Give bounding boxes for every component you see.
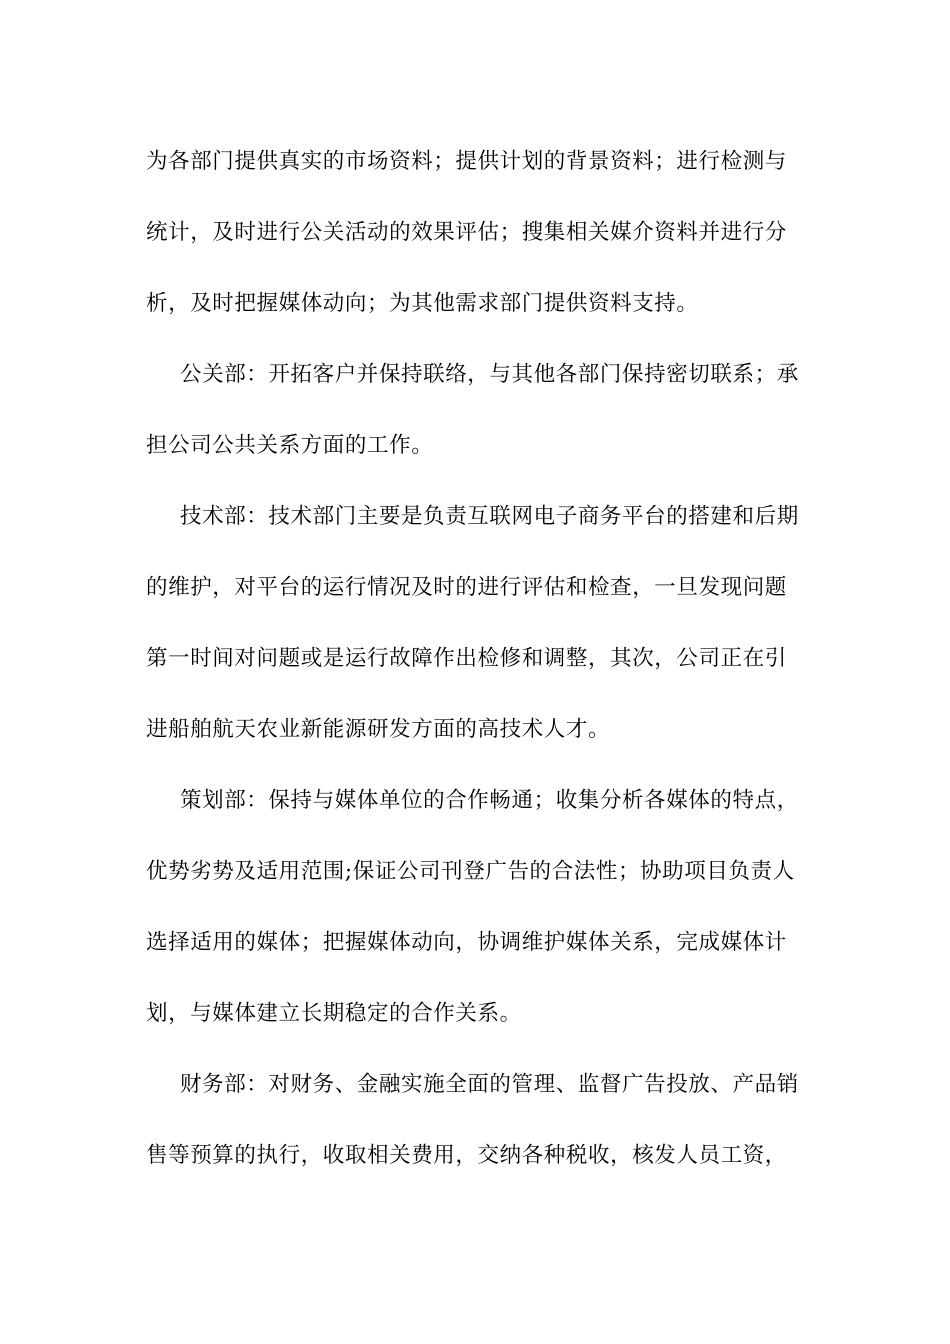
text-line: 策划部：保持与媒体单位的合作畅通；收集分析各媒体的特点， [180,788,799,813]
text-line: 的维护，对平台的运行情况及时的进行评估和检查，一旦发现问题 [146,575,787,600]
text-line: 优势劣势及适用范围;保证公司刊登广告的合法性；协助项目负责人 [146,859,795,884]
text-line: 售等预算的执行，收取相关费用，交纳各种税收，核发人员工资， [146,1143,787,1168]
text-line: 担公司公共关系方面的工作。 [146,433,434,458]
text-line: 财务部：对财务、金融实施全面的管理、监督广告投放、产品销 [180,1072,799,1097]
document-body [146,126,806,1191]
paragraph-pr-department [146,339,806,481]
text-line: 为各部门提供真实的市场资料；提供计划的背景资料；进行检测与 [146,149,787,174]
text-line: 统计，及时进行公关活动的效果评估；搜集相关媒介资料并进行分 [146,220,787,245]
paragraph-tech-department [146,481,806,765]
text-line: 划，与媒体建立长期稳定的合作关系。 [146,1001,522,1026]
text-line: 第一时间对问题或是运行故障作出检修和调整，其次，公司正在引 [146,646,787,671]
text-line: 公关部：开拓客户并保持联络，与其他各部门保持密切联系；承 [180,362,799,387]
paragraph-finance-department [146,1049,806,1191]
text-line: 进船舶航天农业新能源研发方面的高技术人才。 [146,717,611,742]
paragraph-market-research [146,126,806,339]
text-line: 析，及时把握媒体动向；为其他需求部门提供资料支持。 [146,291,699,316]
text-line: 选择适用的媒体；把握媒体动向，协调维护媒体关系，完成媒体计 [146,930,787,955]
paragraph-planning-department [146,765,806,1049]
text-line: 技术部：技术部门主要是负责互联网电子商务平台的搭建和后期 [180,504,799,529]
